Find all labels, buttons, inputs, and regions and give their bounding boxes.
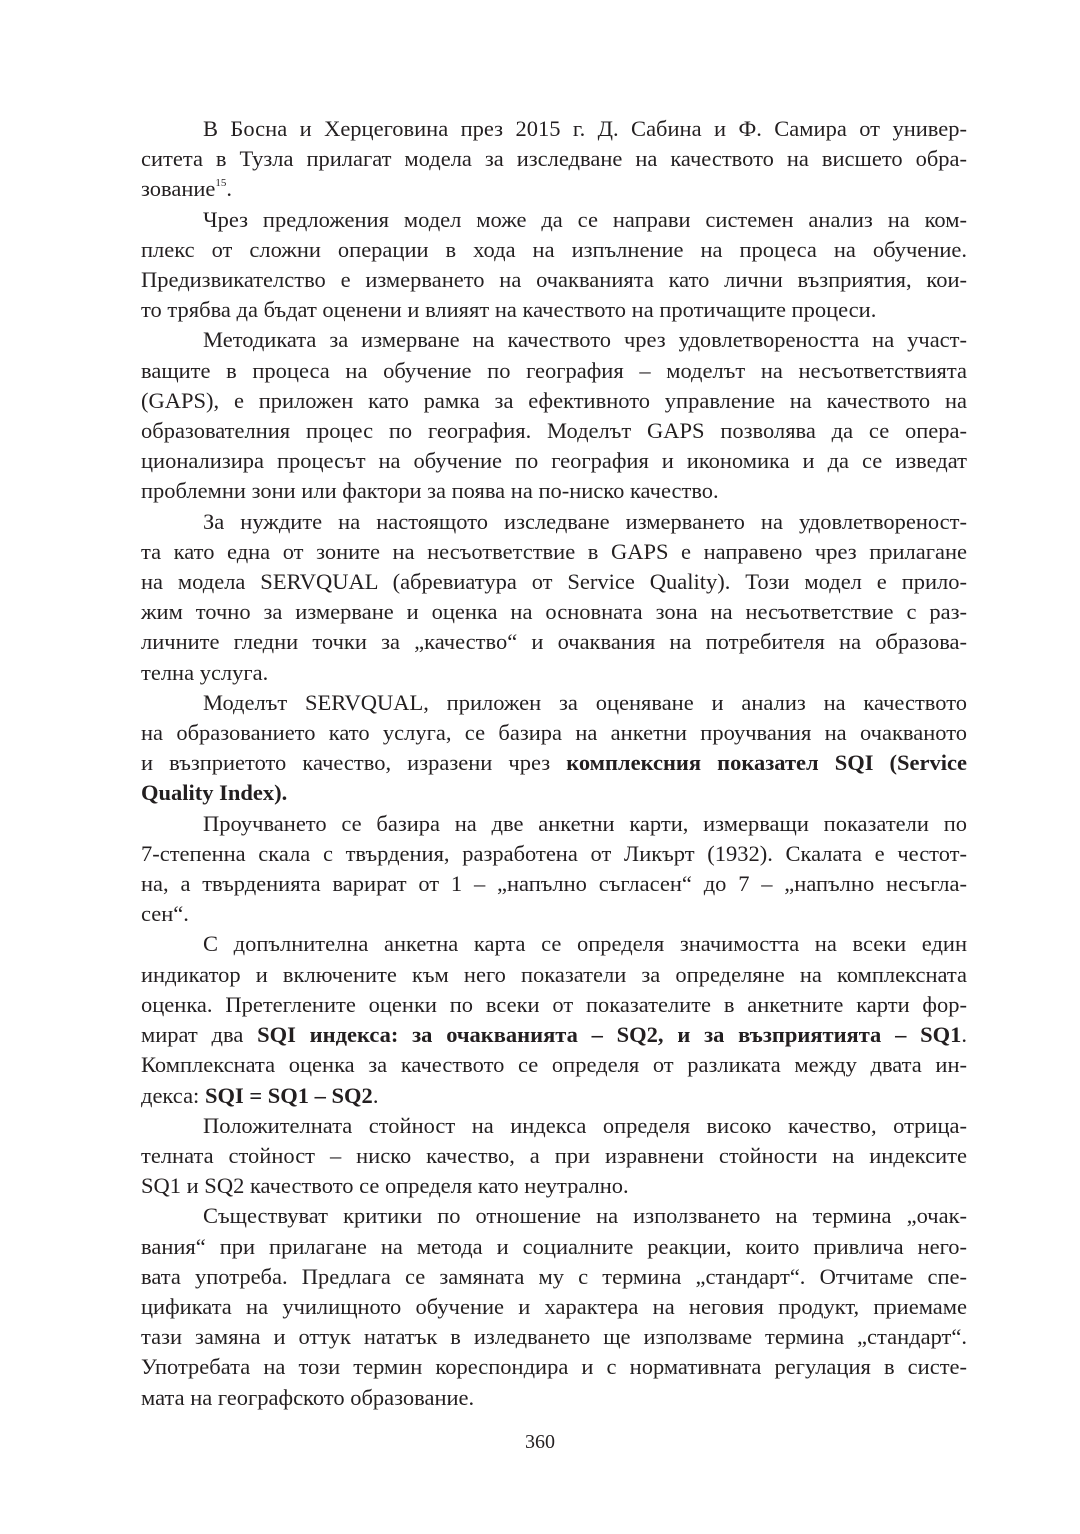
text-line: вания“ при прилагане на метода и социалните реакции, които привлича него-	[141, 1233, 967, 1259]
text-run: и възприетото качество, изразени чрез	[141, 750, 567, 776]
text-line: вата употреба. Предлага се замяната му с термина „стандарт“. Отчитаме спе-	[141, 1263, 967, 1289]
text-line: то трябва да бъдат оценени и влияят на качеството на протичащите процеси.	[141, 297, 877, 323]
text-run: декса:	[141, 1082, 205, 1108]
text-line: Положителната стойност на индекса определя високо качество, отрица-	[203, 1112, 967, 1138]
paragraph-5	[141, 688, 967, 809]
text-line: телната стойност – ниско качество, а при изравнени стойности на индексите	[141, 1142, 967, 1168]
text-line: Употребата на този термин кореспондира и с нормативната регулация в систе-	[141, 1354, 967, 1380]
text-line: на образованието като услуга, се базира на анкетни проучвания на очакваното	[141, 720, 967, 746]
text-line	[141, 748, 967, 778]
text-line: Моделът SERVQUAL, приложен за оценяване и анализ на качеството	[203, 689, 967, 715]
text-line	[141, 778, 967, 808]
text-line: на, а твърденията варират от 1 – „напълно съгласен“ до 7 – „напълно несъгла-	[141, 871, 967, 897]
paragraph-2	[141, 205, 967, 326]
paragraph-9	[141, 1201, 967, 1412]
text-line: Предизвикателство е измерването на очакванията като лични възприятия, кои-	[141, 267, 967, 293]
text-line: личните гледни точки за „качество“ и очаквания на потребителя на образова-	[141, 629, 967, 655]
paragraph-6	[141, 809, 967, 930]
text-line: Методиката за измерване на качеството чрез удовлетвореността на участ-	[203, 327, 967, 353]
text-line: та като една от зоните на несъответствие в GAPS е направено чрез прилагане	[141, 538, 967, 564]
paragraph-7	[141, 929, 967, 1110]
text-line: плекс от сложни операции в хода на изпълнение на процеса на обучение.	[141, 236, 967, 262]
text-line: образователния процес по география. Моделът GAPS позволява да се опера-	[141, 418, 967, 444]
paragraph-4	[141, 507, 967, 688]
text-line: мата на географското образование.	[141, 1384, 475, 1410]
text-line: тази замяна и оттук нататък в изледването ще използваме термина „стандарт“.	[141, 1324, 967, 1350]
text-run: .	[372, 1082, 379, 1108]
paragraph-3	[141, 325, 967, 506]
text-run: .	[226, 176, 233, 202]
text-line: телна услуга.	[141, 659, 269, 685]
text-line	[141, 174, 967, 204]
paragraph-1	[141, 114, 967, 205]
page-number: 360	[525, 1431, 555, 1453]
paragraph-8	[141, 1111, 967, 1202]
body-text	[141, 114, 967, 1413]
text-line: С допълнителна анкетна карта се определя значимостта на всеки един	[203, 931, 967, 957]
text-line	[141, 1081, 967, 1111]
text-line: проблемни зони или фактори за поява на по-ниско качество.	[141, 478, 719, 504]
bold-text-run: комплексния показател SQI (Service	[566, 750, 968, 776]
text-run: .	[961, 1022, 967, 1048]
text-line: сен“.	[141, 901, 189, 927]
text-line: ционализира процесът на обучение по география и икономика и да се изведат	[141, 448, 967, 474]
footnote-reference[interactable]: 15	[215, 177, 227, 190]
bold-text-run: Quality Index).	[141, 780, 288, 806]
text-line: Чрез предложения модел може да се направи системен анализ на ком-	[203, 206, 967, 232]
text-line: (GAPS), е приложен като рамка за ефективното управление на качеството на	[141, 387, 967, 413]
text-line: жим точно за измерване и оценка на основната зона на несъответствие с раз-	[141, 599, 967, 625]
text-line: цификата на училищното обучение и характера на неговия продукт, приемаме	[141, 1293, 967, 1319]
text-line: Комплексната оценка за качеството се определя от разликата между двата ин-	[141, 1052, 967, 1078]
text-run: зование	[141, 176, 216, 202]
text-line: Проучването се базира на две анкетни карти, измерващи показатели по	[203, 810, 967, 836]
text-run: мират два	[141, 1022, 258, 1048]
text-line: В Босна и Херцеговина през 2015 г. Д. Сабина и Ф. Самира от универ-	[203, 116, 967, 141]
text-line: оценка. Претеглените оценки по всеки от показателите в анкетните карти фор-	[141, 991, 967, 1017]
text-line: За нуждите на настоящото изследване измерването на удовлетвореност-	[203, 508, 967, 534]
text-line	[141, 1020, 967, 1050]
text-line: ващите в процеса на обучение по география – моделът на несъответствията	[141, 357, 967, 383]
bold-text-run: SQI индекса: за очакванията – SQ2, и за възприятията – SQ1	[257, 1022, 962, 1048]
text-line: SQ1 и SQ2 качеството се определя като неутрално.	[141, 1173, 629, 1199]
text-line: на модела SERVQUAL (абревиатура от Service Quality). Този модел е прило-	[141, 569, 967, 595]
text-line: ситета в Тузла прилагат модела за изследване на качеството на висшето обра-	[141, 146, 967, 172]
text-line: Съществуват критики по отношение на използването на термина „очак-	[203, 1203, 967, 1229]
text-line: 7-степенна скала с твърдения, разработена от Ликърт (1932). Скалата е честот-	[141, 840, 967, 866]
text-line: индикатор и включените към него показатели за определяне на комплексната	[141, 961, 967, 987]
bold-formula: SQI = SQ1 – SQ2	[204, 1082, 373, 1108]
